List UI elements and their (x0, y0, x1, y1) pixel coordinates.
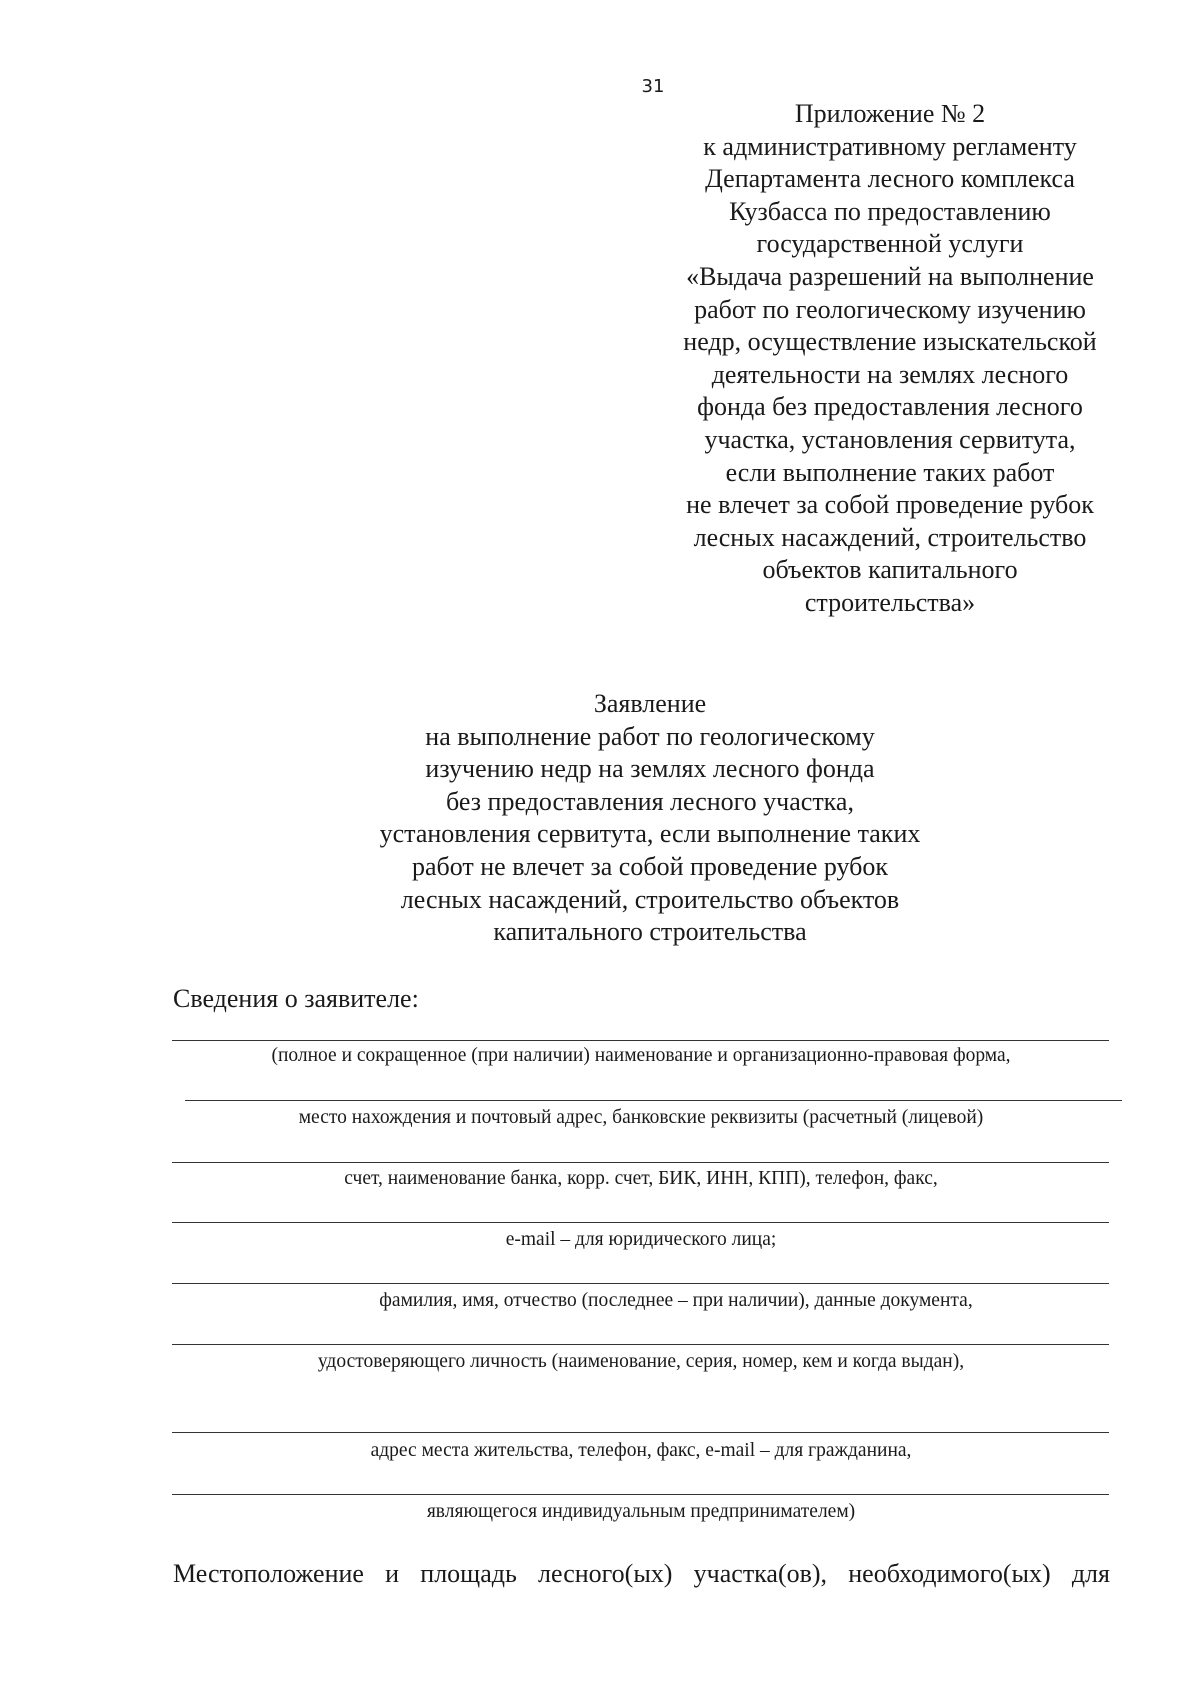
statement-line: Заявление (593, 689, 707, 718)
statement-line: на выполнение работ по геологическому (425, 721, 875, 751)
appendix-line: недр, осуществление изыскательской (683, 327, 1097, 357)
field-caption: счет, наименование банка, корр. счет, БИК, ИНН, КПП), телефон, факс, (344, 1168, 938, 1189)
appendix-line: фонда без предоставления лесного (697, 392, 1083, 422)
form-fill-line (172, 1494, 1109, 1495)
statement-line: установления сервитута, если выполнение таких (379, 819, 921, 849)
appendix-line: работ по геологическому изучению (694, 294, 1086, 324)
appendix-line: Приложение № 2 (794, 99, 986, 128)
appendix-line: лесных насаждений, строительство (693, 522, 1087, 552)
appendix-line: «Выдача разрешений на выполнение (686, 261, 1094, 291)
appendix-line: объектов капитального (762, 555, 1018, 585)
appendix-line: государственной услуги (756, 229, 1024, 259)
field-caption: фамилия, имя, отчество (последнее – при наличии), данные документа, (379, 1290, 973, 1311)
appendix-line: строительства» (804, 587, 976, 617)
form-fill-line (172, 1432, 1109, 1433)
field-caption: e-mail – для юридического лица; (505, 1229, 777, 1250)
form-fill-line (185, 1100, 1122, 1101)
field-caption: удостоверяющего личность (наименование, серия, номер, кем и когда выдан), (317, 1351, 965, 1372)
field-caption: место нахождения и почтовый адрес, банковские реквизиты (расчетный (лицевой) (298, 1107, 984, 1128)
field-caption: (полное и сокращенное (при наличии) наименование и организационно-правовая форма, (271, 1045, 1011, 1066)
appendix-line: если выполнение таких работ (725, 457, 1055, 487)
statement-line: изучению недр на землях лесного фонда (425, 754, 875, 784)
applicant-section-heading: Сведения о заявителе: (173, 984, 419, 1013)
statement-line: капитального строительства (493, 917, 807, 947)
appendix-line: участка, установления сервитута, (704, 424, 1076, 454)
form-fill-line (172, 1222, 1109, 1223)
appendix-line: Кузбасса по предоставлению (729, 196, 1051, 226)
statement-line: лесных насаждений, строительство объектов (400, 884, 900, 914)
form-fill-line (172, 1283, 1109, 1284)
appendix-header (640, 98, 1140, 620)
field-caption: являющегося индивидуальным предпринимателем) (426, 1501, 856, 1522)
appendix-line: к административному регламенту (703, 131, 1077, 161)
page-number: 31 (641, 76, 665, 97)
appendix-line: не влечет за собой проведение рубок (686, 490, 1094, 520)
form-fill-line (172, 1040, 1109, 1041)
appendix-line: деятельности на землях лесного (711, 359, 1069, 389)
form-fill-line (172, 1344, 1109, 1345)
statement-title (300, 688, 1000, 949)
location-area-paragraph: Местоположение и площадь лесного(ых) участка(ов), необходимого(ых) для (173, 1559, 1110, 1588)
appendix-line: Департамента лесного комплекса (705, 164, 1075, 194)
form-fill-line (172, 1162, 1109, 1163)
statement-line: без предоставления лесного участка, (446, 786, 854, 816)
field-caption: адрес места жительства, телефон, факс, e-mail – для гражданина, (370, 1440, 912, 1461)
statement-line: работ не влечет за собой проведение рубок (411, 851, 889, 881)
